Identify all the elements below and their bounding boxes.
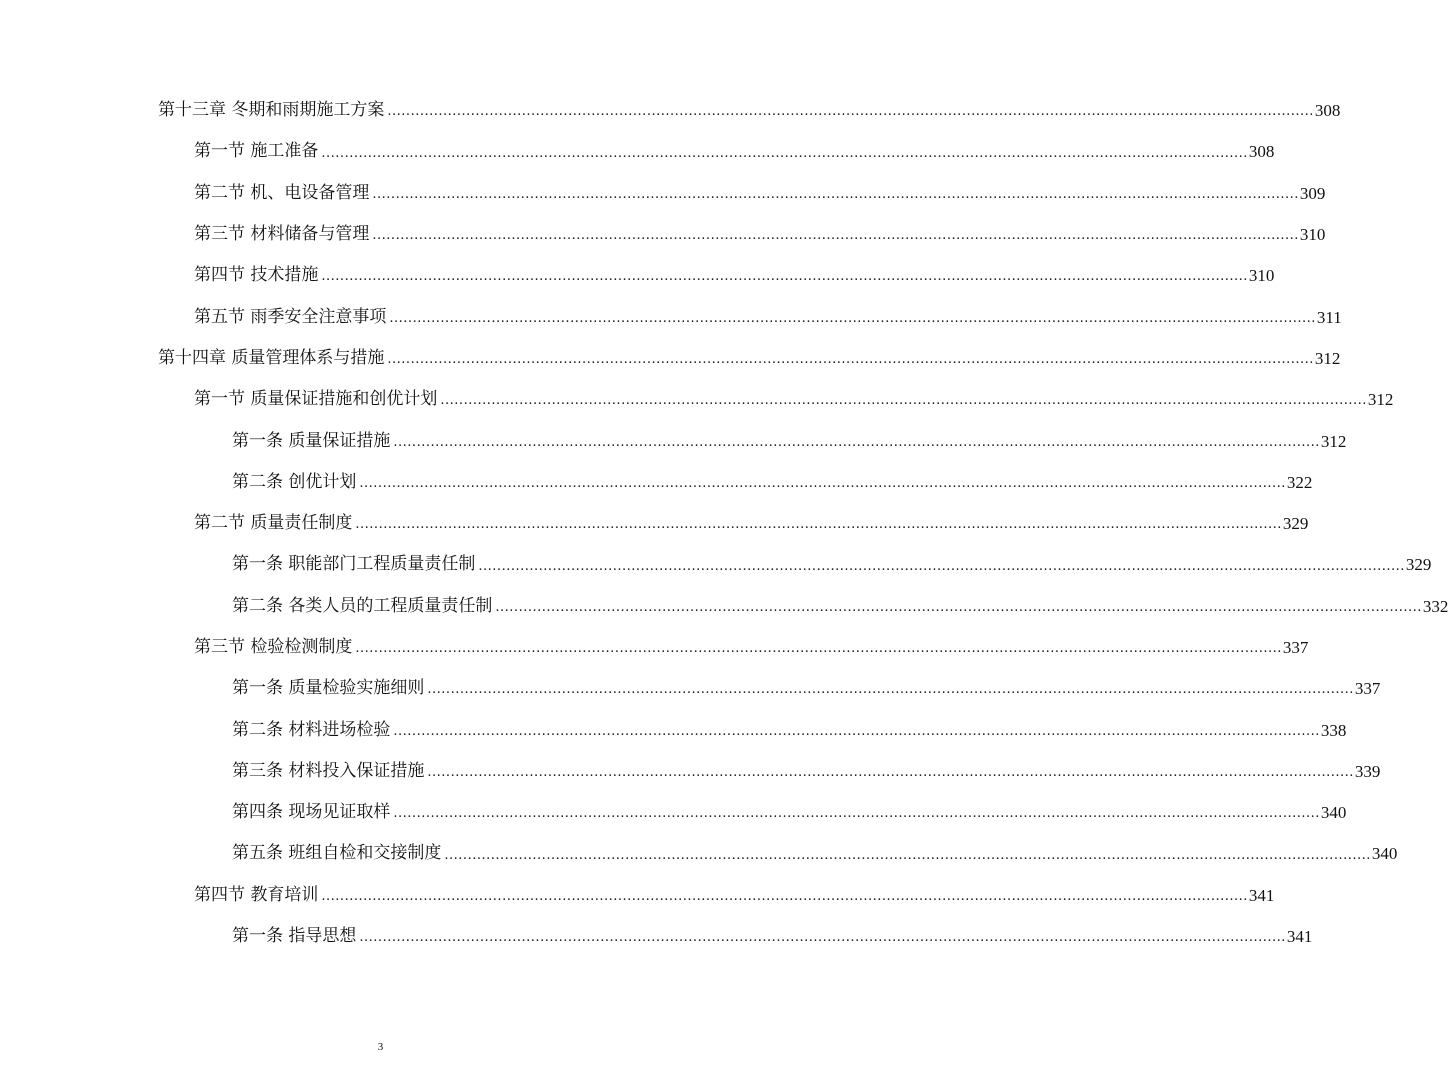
toc-dot-leader: ........................................................................................................................................................................................................ — [355, 641, 1282, 657]
toc-entry[interactable] — [0, 875, 1275, 916]
toc-entry-page: 308 — [1314, 101, 1341, 121]
toc-dot-leader: ........................................................................................................................................................................................................ — [393, 806, 1320, 822]
toc-dot-leader: ........................................................................................................................................................................................................ — [321, 145, 1248, 161]
toc-dot-leader: ........................................................................................................................................................................................................ — [359, 930, 1286, 946]
toc-entry-title: 第四节 技术措施 — [194, 265, 319, 286]
toc-entry[interactable] — [0, 296, 1342, 337]
toc-entry-title: 第一节 质量保证措施和创优计划 — [194, 389, 438, 410]
toc-dot-leader: ........................................................................................................................................................................................................ — [389, 310, 1316, 326]
toc-entry-page: 310 — [1248, 266, 1275, 286]
toc-entry-title: 第三节 检验检测制度 — [194, 637, 353, 657]
toc-entry-title: 第一条 质量检验实施细则 — [232, 678, 425, 699]
toc-entry-page: 337 — [1282, 638, 1309, 657]
toc-entry[interactable] — [0, 462, 1313, 503]
toc-dot-leader: ........................................................................................................................................................................................................ — [444, 847, 1371, 863]
toc-entry-page: 337 — [1354, 679, 1381, 699]
toc-entry-title: 第二节 质量责任制度 — [194, 513, 353, 534]
toc-dot-leader: ........................................................................................................................................................................................................ — [355, 517, 1282, 533]
toc-dot-leader: ........................................................................................................................................................................................................ — [478, 558, 1405, 574]
toc-dot-leader: ........................................................................................................................................................................................................ — [387, 104, 1314, 120]
toc-entry[interactable] — [0, 214, 1326, 255]
toc-dot-leader: ........................................................................................................................................................................................................ — [495, 599, 1422, 615]
toc-dot-leader: ........................................................................................................................................................................................................ — [427, 682, 1354, 698]
toc-entry-page: 329 — [1282, 514, 1309, 534]
toc-entry[interactable] — [0, 255, 1275, 296]
toc-entry-page: 310 — [1299, 225, 1326, 245]
toc-entry[interactable] — [0, 668, 1381, 709]
toc-entry-page: 329 — [1405, 555, 1432, 575]
toc-entry[interactable] — [0, 503, 1309, 544]
toc-entry-page: 309 — [1299, 183, 1326, 203]
toc-dot-leader: ........................................................................................................................................................................................................ — [372, 228, 1299, 244]
toc-dot-leader: ........................................................................................................................................................................................................ — [387, 352, 1314, 368]
toc-entry[interactable] — [0, 379, 1394, 420]
toc-entry-page: 322 — [1286, 472, 1313, 492]
toc-entry-title: 第一条 质量保证措施 — [232, 430, 391, 451]
toc-entry-title: 第一条 职能部门工程质量责任制 — [232, 554, 476, 575]
toc-entry-title: 第五条 班组自检和交接制度 — [232, 843, 442, 864]
toc-entry[interactable] — [0, 833, 1398, 874]
toc-entry-title: 第十三章 冬期和雨期施工方案 — [158, 100, 385, 121]
toc-entry-title: 第四条 现场见证取样 — [232, 802, 391, 823]
toc-entry-title: 第二条 各类人员的工程质量责任制 — [232, 595, 493, 616]
toc-entry[interactable] — [0, 90, 1341, 131]
toc-entry-page: 332 — [1422, 596, 1448, 616]
toc-entry-page: 312 — [1320, 431, 1347, 451]
toc-entry-title: 第五节 雨季安全注意事项 — [194, 306, 387, 327]
toc-entry-page: 340 — [1371, 844, 1398, 864]
toc-entry-title: 第三条 材料投入保证措施 — [232, 760, 425, 781]
toc-entry-title: 第一条 指导思想 — [232, 926, 357, 947]
toc-dot-leader: ........................................................................................................................................................................................................ — [427, 765, 1354, 781]
toc-entry[interactable] — [0, 544, 1432, 585]
toc-entry-page: 312 — [1314, 348, 1341, 368]
toc-dot-leader: ........................................................................................................................................................................................................ — [321, 269, 1248, 285]
toc-entry[interactable] — [0, 916, 1313, 957]
toc-entry-page: 339 — [1354, 761, 1381, 781]
toc-entry-title: 第十四章 质量管理体系与措施 — [158, 347, 385, 368]
toc-entry-title: 第二条 创优计划 — [232, 471, 357, 492]
toc-dot-leader: ........................................................................................................................................................................................................ — [372, 186, 1299, 202]
toc-dot-leader: ........................................................................................................................................................................................................ — [393, 723, 1320, 739]
toc-entry-page: 312 — [1367, 390, 1394, 410]
toc-entry[interactable] — [0, 131, 1275, 172]
toc-entry[interactable] — [0, 627, 1309, 668]
table-of-contents — [0, 90, 1448, 957]
toc-entry-title: 第三节 材料储备与管理 — [194, 224, 370, 245]
toc-entry[interactable] — [0, 586, 1448, 627]
toc-entry-page: 311 — [1316, 307, 1342, 327]
page-number: 3 — [377, 1041, 384, 1053]
toc-entry[interactable] — [0, 420, 1347, 461]
toc-entry-page: 341 — [1286, 927, 1313, 947]
toc-entry-title: 第二节 机、电设备管理 — [194, 182, 370, 203]
toc-entry-title: 第一节 施工准备 — [194, 141, 319, 162]
toc-dot-leader: ........................................................................................................................................................................................................ — [321, 888, 1248, 904]
toc-entry[interactable] — [0, 751, 1381, 792]
toc-entry-title: 第四节 教育培训 — [194, 884, 319, 905]
toc-entry-page: 338 — [1320, 720, 1347, 740]
toc-entry[interactable] — [0, 792, 1347, 833]
toc-entry[interactable] — [0, 709, 1347, 750]
toc-entry[interactable] — [0, 173, 1326, 214]
toc-dot-leader: ........................................................................................................................................................................................................ — [440, 393, 1367, 409]
toc-entry-page: 308 — [1248, 142, 1275, 162]
toc-dot-leader: ........................................................................................................................................................................................................ — [393, 434, 1320, 450]
toc-entry-title: 第二条 材料进场检验 — [232, 719, 391, 740]
toc-entry-page: 340 — [1320, 803, 1347, 823]
toc-entry-page: 341 — [1248, 885, 1275, 905]
toc-entry[interactable] — [0, 338, 1341, 379]
toc-dot-leader: ........................................................................................................................................................................................................ — [359, 475, 1286, 491]
